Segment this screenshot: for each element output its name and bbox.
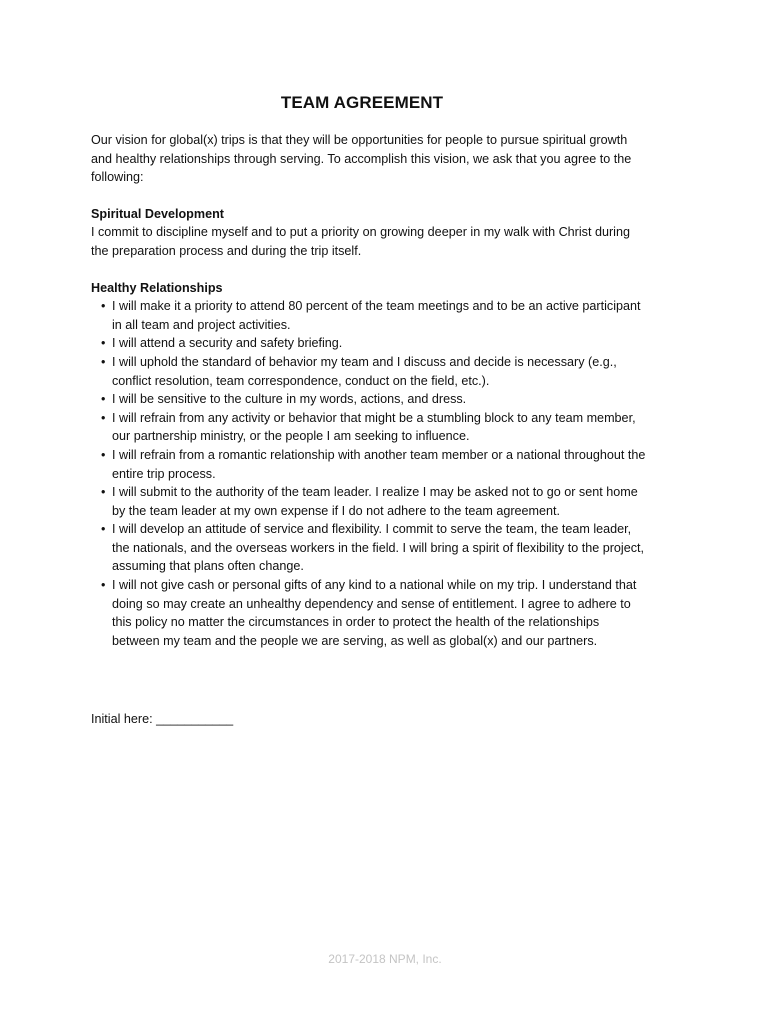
list-item-text: I will develop an attitude of service and flexibility. I commit to serve the team, the team leader, the nationals, and the overseas workers in the field. I will bring a spirit of flexibility to the project, assuming that plans often change.	[112, 522, 644, 574]
bullet-icon: •	[101, 392, 106, 407]
list-item	[91, 297, 647, 334]
footer-copyright: 2017-2018 NPM, Inc.	[328, 952, 442, 966]
list-item-text: I will refrain from a romantic relationship with another team member or a national throughout the entire trip process.	[112, 447, 646, 481]
list-item	[91, 576, 647, 650]
list-item	[91, 409, 647, 446]
list-item-text: I will attend a security and safety briefing.	[112, 336, 343, 351]
spiritual-development-body: I commit to discipline myself and to put a priority on growing deeper in my walk with Christ during the preparation process and during the trip itself.	[91, 225, 630, 258]
initial-here-field[interactable]: Initial here: ___________	[91, 712, 234, 726]
intro-paragraph: Our vision for global(x) trips is that they will be opportunities for people to pursue spiritual growth and healthy relationships through serving. To accomplish this vision, we ask that you agree to the following:	[91, 133, 632, 185]
list-item-text: I will uphold the standard of behavior my team and I discuss and decide is necessary (e.g., conflict resolution, team correspondence, conduct on the field, etc.).	[112, 354, 617, 388]
list-item	[91, 483, 647, 520]
bullet-icon: •	[101, 410, 106, 425]
bullet-icon: •	[101, 354, 106, 369]
list-item	[91, 353, 647, 390]
list-item-text: I will be sensitive to the culture in my words, actions, and dress.	[112, 392, 467, 407]
spiritual-development-heading: Spiritual Development	[91, 206, 224, 221]
list-item-text: I will not give cash or personal gifts of any kind to a national while on my trip. I understand that doing so may create an unhealthy dependency and sense of entitlement. I agree to adhere to this policy no matter the circumstances in order to protect the health of the relationships between my team and the people we are serving, as well as global(x) and our partners.	[112, 578, 637, 648]
bullet-icon: •	[101, 522, 106, 537]
bullet-icon: •	[101, 578, 106, 593]
healthy-relationships-heading: Healthy Relationships	[91, 280, 223, 295]
list-item-text: I will make it a priority to attend 80 percent of the team meetings and to be an active participant in all team and project activities.	[112, 299, 641, 332]
bullet-icon: •	[101, 336, 106, 351]
list-item	[91, 334, 647, 353]
bullet-icon: •	[101, 485, 106, 500]
list-item-text: I will refrain from any activity or behavior that might be a stumbling block to any team member, our partnership ministry, or the people I am seeking to influence.	[112, 410, 636, 444]
healthy-relationships-list	[91, 297, 647, 650]
bullet-icon: •	[101, 447, 106, 462]
document-title: TEAM AGREEMENT	[280, 93, 444, 112]
list-item-text: I will submit to the authority of the team leader. I realize I may be asked not to go or sent home by the team leader at my own expense if I do not adhere to the team agreement.	[112, 485, 638, 518]
list-item	[91, 390, 647, 409]
document-content	[91, 131, 647, 650]
list-item	[91, 520, 647, 576]
list-item	[91, 446, 647, 483]
bullet-icon: •	[101, 299, 106, 314]
